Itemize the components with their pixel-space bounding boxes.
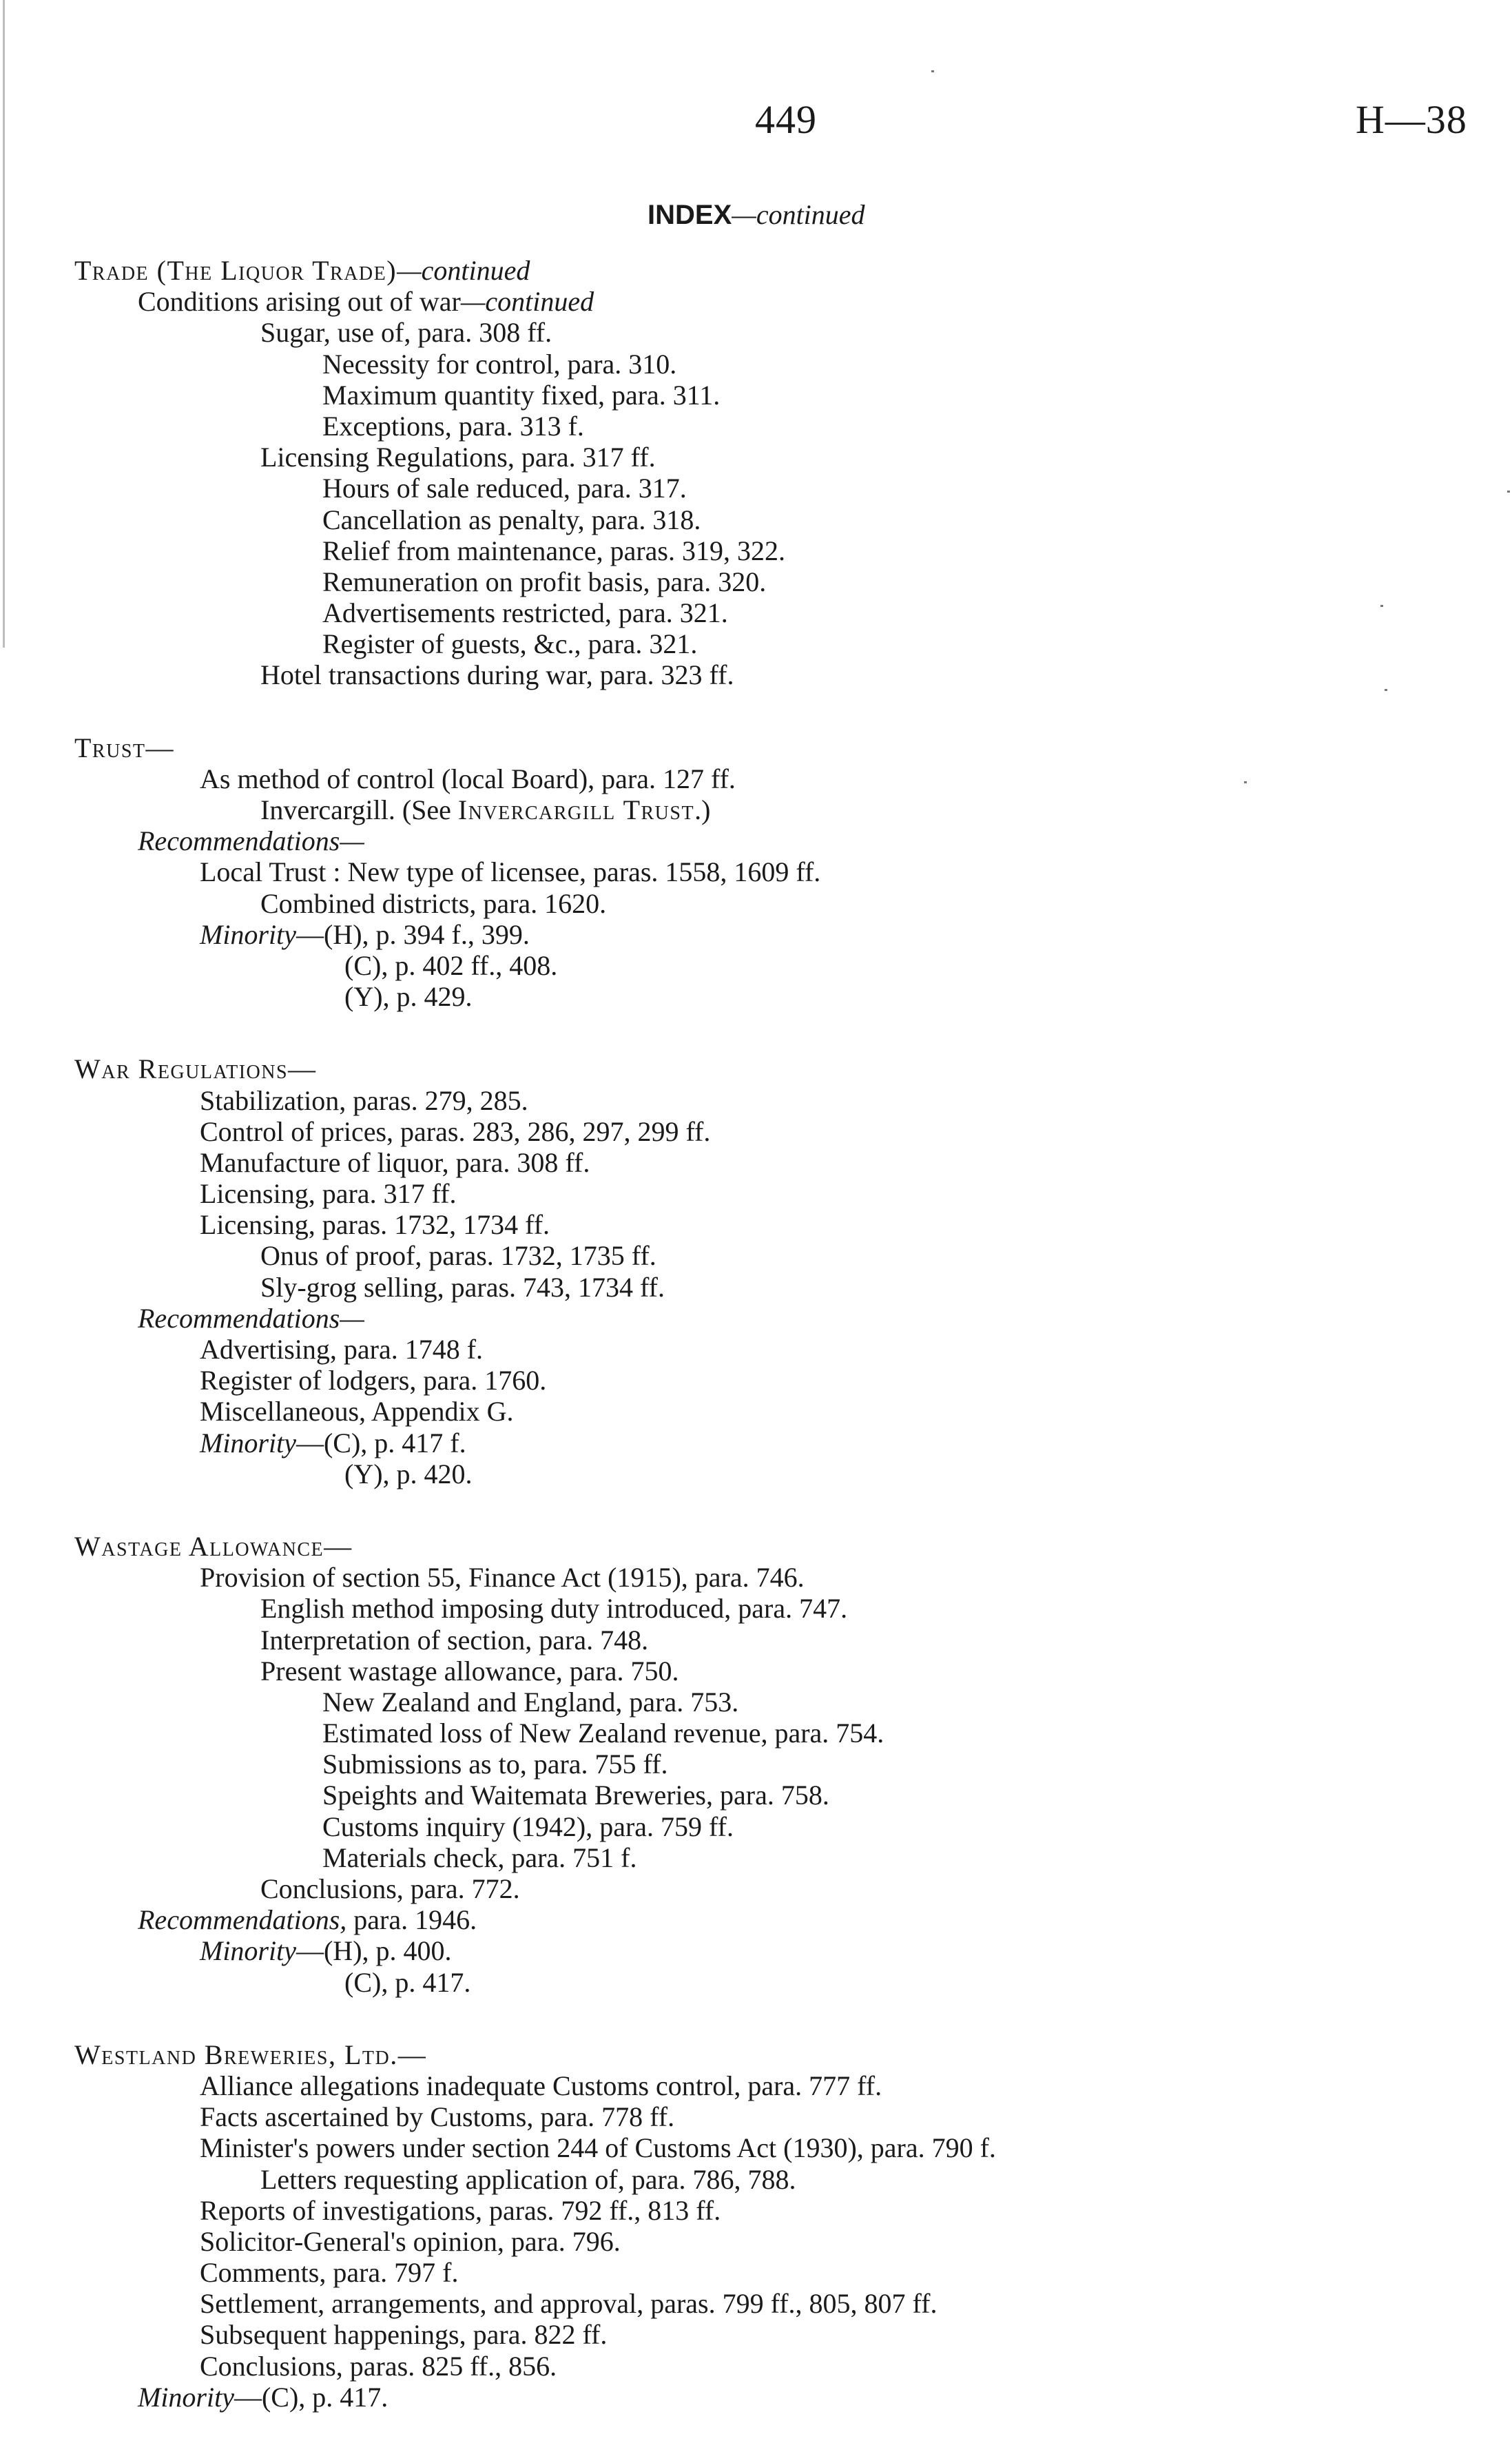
heading-text: War Regulations— <box>74 1053 317 1085</box>
subentry: Licensing Regulations, para. 317 ff. <box>260 442 656 473</box>
heading-suffix: —continued <box>397 255 530 286</box>
subentry: Licensing, para. 317 ff. <box>200 1178 457 1210</box>
entry-heading <box>0 2039 1512 2070</box>
subentry-text: Conditions arising out of war <box>138 286 461 318</box>
subentry: (Y), p. 429. <box>344 981 473 1013</box>
subentry: Sugar, use of, para. 308 ff. <box>260 317 552 349</box>
subentry: Estimated loss of New Zealand revenue, para. 754. <box>322 1718 884 1749</box>
subentry: Control of prices, paras. 283, 286, 297, 299 ff. <box>200 1115 711 1147</box>
subentry: Register of lodgers, para. 1760. <box>200 1365 547 1396</box>
subentry: Remuneration on profit basis, para. 320. <box>322 566 767 597</box>
subentry-text: —(C), p. 417 f. <box>296 1427 466 1458</box>
subentry-suffix: —continued <box>460 286 594 318</box>
subentry: Sly-grog selling, paras. 743, 1734 ff. <box>260 1271 665 1303</box>
subentry: (C), p. 417. <box>344 1966 471 1998</box>
subentry-text: para. 1946. <box>346 1904 477 1936</box>
subentry: Settlement, arrangements, and approval, paras. 799 ff., 805, 807 ff. <box>200 2288 938 2320</box>
index-title-word: INDEX <box>648 200 732 230</box>
subentry: (Y), p. 420. <box>344 1458 473 1489</box>
subentry: As method of control (local Board), para. 127 ff. <box>200 763 736 794</box>
cross-reference: Invercargill Trust <box>457 794 695 825</box>
subentry <box>0 286 1512 317</box>
minority-line <box>0 2382 1512 2413</box>
minority-label: Minority <box>138 2381 234 2413</box>
entry-war-regulations <box>0 1053 1512 1489</box>
subentry: Manufacture of liquor, para. 308 ff. <box>200 1146 590 1178</box>
subentry: Reports of investigations, paras. 792 ff., 813 ff. <box>200 2194 721 2226</box>
scan-speck <box>931 70 934 72</box>
entry-heading <box>0 732 1512 763</box>
minority-line <box>0 1427 1512 1458</box>
subentry: Register of guests, &c., para. 321. <box>322 628 698 660</box>
entry-trust <box>0 732 1512 1013</box>
entry-heading <box>0 1531 1512 1562</box>
minority-line <box>0 919 1512 950</box>
subentry: Relief from maintenance, paras. 319, 322. <box>322 535 785 566</box>
entry-wastage-allowance <box>0 1531 1512 1998</box>
index-title <box>648 198 865 231</box>
heading-text: Wastage Allowance— <box>74 1530 353 1562</box>
report-code: H—38 <box>1356 97 1467 142</box>
subentry: Licensing, paras. 1732, 1734 ff. <box>200 1209 550 1241</box>
subentry: Minister's powers under section 244 of Customs Act (1930), para. 790 f. <box>200 2132 996 2164</box>
subentry: Provision of section 55, Finance Act (1915), para. 746. <box>200 1562 805 1594</box>
subentry: Submissions as to, para. 755 ff. <box>322 1749 668 1780</box>
entry-heading <box>0 255 1512 286</box>
minority-label: Minority <box>200 1935 296 1967</box>
subentry: Present wastage allowance, para. 750. <box>260 1655 679 1687</box>
subentry-text: Invercargill. (See <box>260 794 458 825</box>
minority-label: Minority <box>200 918 296 950</box>
subentry: Conclusions, para. 772. <box>260 1873 520 1904</box>
index-title-suffix: —continued <box>732 199 865 230</box>
subentry: Interpretation of section, para. 748. <box>260 1624 649 1656</box>
subentry: Necessity for control, para. 310. <box>322 348 677 380</box>
recommendations-label: Recommendations— <box>138 825 364 857</box>
subentry: Advertisements restricted, para. 321. <box>322 597 728 629</box>
subentry: Facts ascertained by Customs, para. 778 ff. <box>200 2101 675 2133</box>
subentry: Exceptions, para. 313 f. <box>322 410 584 442</box>
subentry: Letters requesting application of, para. 786, 788. <box>260 2163 796 2195</box>
recommendations-label: Recommendations— <box>138 1302 364 1334</box>
subentry: Customs inquiry (1942), para. 759 ff. <box>322 1811 734 1842</box>
index-entries <box>0 255 1512 2454</box>
subentry: Local Trust : New type of licensee, paras. 1558, 1609 ff. <box>200 856 821 888</box>
subentry: Solicitor-General's opinion, para. 796. <box>200 2225 621 2257</box>
heading-text: Trust— <box>74 732 175 763</box>
subentry: Alliance allegations inadequate Customs control, para. 777 ff. <box>200 2070 882 2101</box>
heading-text: Trade (The Liquor Trade) <box>74 255 397 286</box>
subentry: Combined districts, para. 1620. <box>260 887 607 919</box>
subentry: Materials check, para. 751 f. <box>322 1842 637 1873</box>
subentry: Onus of proof, paras. 1732, 1735 ff. <box>260 1240 656 1272</box>
subentry: Maximum quantity fixed, para. 311. <box>322 379 721 411</box>
subentry: Subsequent happenings, para. 822 ff. <box>200 2319 608 2351</box>
entry-westland-breweries <box>0 2039 1512 2413</box>
subentry: Conclusions, paras. 825 ff., 856. <box>200 2350 557 2382</box>
minority-line <box>0 1935 1512 1966</box>
subentry: Cancellation as penalty, para. 318. <box>322 504 701 535</box>
subentry-text: —(C), p. 417. <box>234 2381 389 2413</box>
recommendations-label: Recommendations, <box>138 1904 347 1936</box>
entry-heading <box>0 1053 1512 1084</box>
subentry: Hours of sale reduced, para. 317. <box>322 473 687 504</box>
subentry-text: .) <box>694 794 711 825</box>
subentry: Advertising, para. 1748 f. <box>200 1334 484 1365</box>
subentry: (C), p. 402 ff., 408. <box>344 949 558 981</box>
subentry: Comments, para. 797 f. <box>200 2257 459 2289</box>
subentry: New Zealand and England, para. 753. <box>322 1686 739 1718</box>
heading-text: Westland Breweries, Ltd.— <box>74 2039 427 2070</box>
minority-label: Minority <box>200 1427 296 1458</box>
subentry <box>0 794 1512 825</box>
subentry: Stabilization, paras. 279, 285. <box>200 1084 528 1116</box>
subentry: Hotel transactions during war, para. 323 ff. <box>260 659 734 691</box>
subentry: English method imposing duty introduced, para. 747. <box>260 1593 848 1625</box>
subentry-text: —(H), p. 400. <box>296 1935 452 1967</box>
subentry: Speights and Waitemata Breweries, para. 758. <box>322 1780 829 1811</box>
page-number: 449 <box>755 97 817 142</box>
subentry: Miscellaneous, Appendix G. <box>200 1396 514 1427</box>
subentry-text: —(H), p. 394 f., 399. <box>296 918 530 950</box>
entry-trade <box>0 255 1512 691</box>
recommendations-line <box>0 1904 1512 1935</box>
